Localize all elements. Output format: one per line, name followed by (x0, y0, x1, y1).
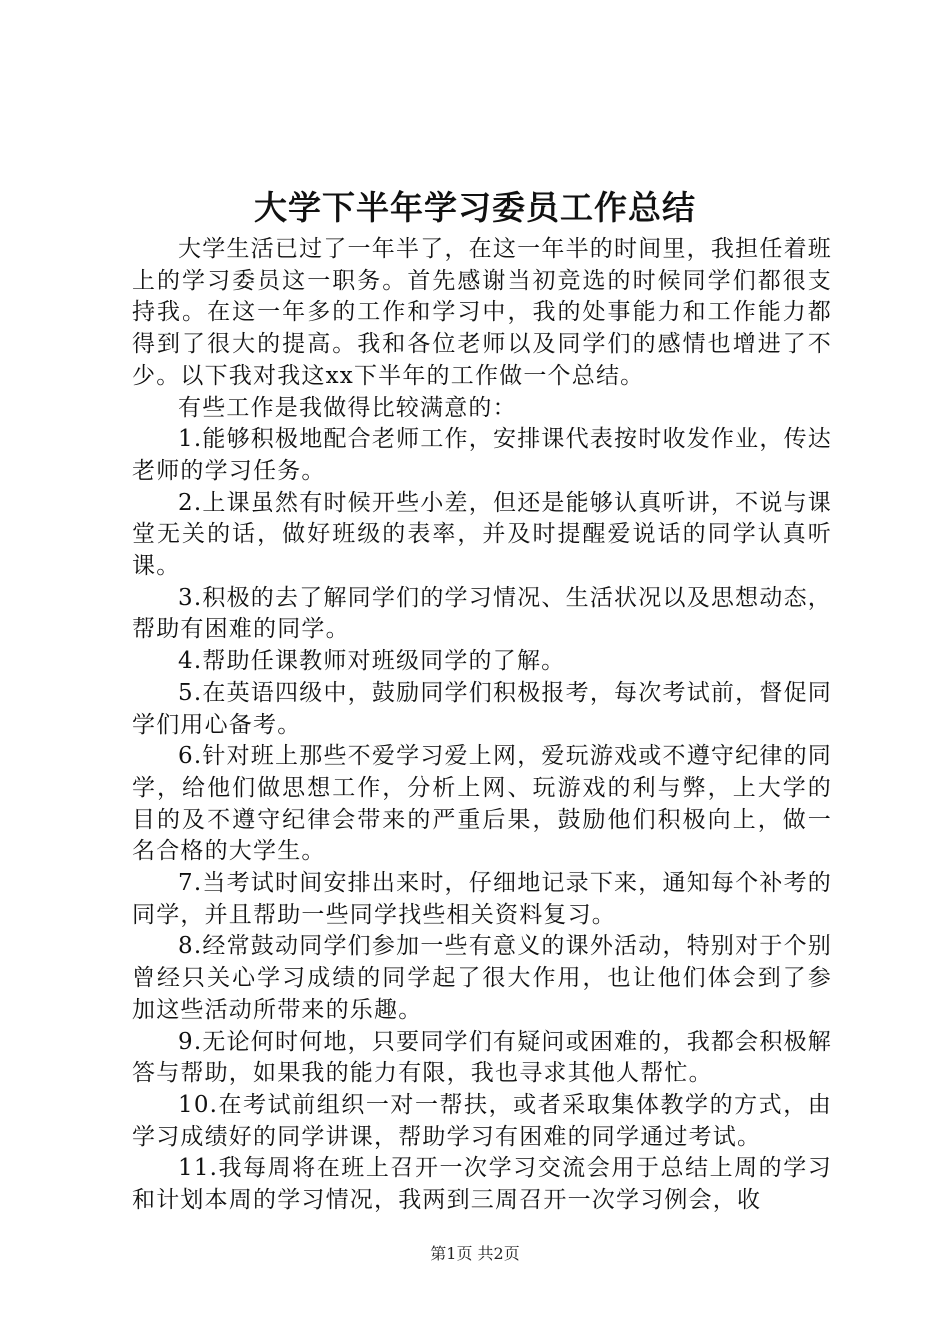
document-body (132, 234, 832, 1217)
list-item-11: 11.我每周将在班上召开一次学习交流会用于总结上周的学习和计划本周的学习情况，我两到三周召开一次学习例会，收 (132, 1155, 832, 1214)
list-item-1: 1.能够积极地配合老师工作，安排课代表按时收发作业，传达老师的学习任务。 (132, 426, 832, 484)
list-item-8: 8.经常鼓动同学们参加一些有意义的课外活动，特别对于个别曾经只关心学习成绩的同学起了很大作用，也让他们体会到了参加这些活动所带来的乐趣。 (132, 933, 832, 1023)
list-item-2: 2.上课虽然有时候开些小差，但还是能够认真听讲，不说与课堂无关的话，做好班级的表率，并及时提醒爱说话的同学认真听课。 (132, 489, 832, 580)
document-title: 大学下半年学习委员工作总结 (254, 188, 696, 227)
list-item-7: 7.当考试时间安排出来时，仔细地记录下来，通知每个补考的同学，并且帮助一些同学找些相关资料复习。 (132, 870, 832, 928)
list-item-9: 9.无论何时何地，只要同学们有疑问或困难的，我都会积极解答与帮助，如果我的能力有限，我也寻求其他人帮忙。 (132, 1028, 832, 1087)
paragraph-intro: 大学生活已过了一年半了，在这一年半的时间里，我担任着班上的学习委员这一职务。首先感谢当初竞选的时候同学们都很支持我。在这一年多的工作和学习中，我的处事能力和工作能力都得到了很大的提高。我和各位老师以及同学们的感情也增进了不少。以下我对我这xx下半年的工作做一个总结。 (132, 236, 832, 389)
list-item-4: 4.帮助任课教师对班级同学的了解。 (178, 648, 566, 675)
list-item-6: 6.针对班上那些不爱学习爱上网，爱玩游戏或不遵守纪律的同学，给他们做思想工作，分析上网、玩游戏的利与弊，上大学的目的及不遵守纪律会带来的严重后果，鼓励他们积极向上，做一名合格的大学生。 (132, 743, 832, 865)
paragraph-satisfied-heading: 有些工作是我做得比较满意的： (178, 394, 517, 421)
list-item-5: 5.在英语四级中，鼓励同学们积极报考，每次考试前，督促同学们用心备考。 (132, 679, 832, 738)
list-item-3: 3.积极的去了解同学们的学习情况、生活状况以及思想动态，帮助有困难的同学。 (132, 584, 832, 643)
list-item-10: 10.在考试前组织一对一帮扶，或者采取集体教学的方式，由学习成绩好的同学讲课，帮助学习有困难的同学通过考试。 (132, 1091, 832, 1150)
page-number-footer: 第1页 共2页 (430, 1244, 520, 1263)
